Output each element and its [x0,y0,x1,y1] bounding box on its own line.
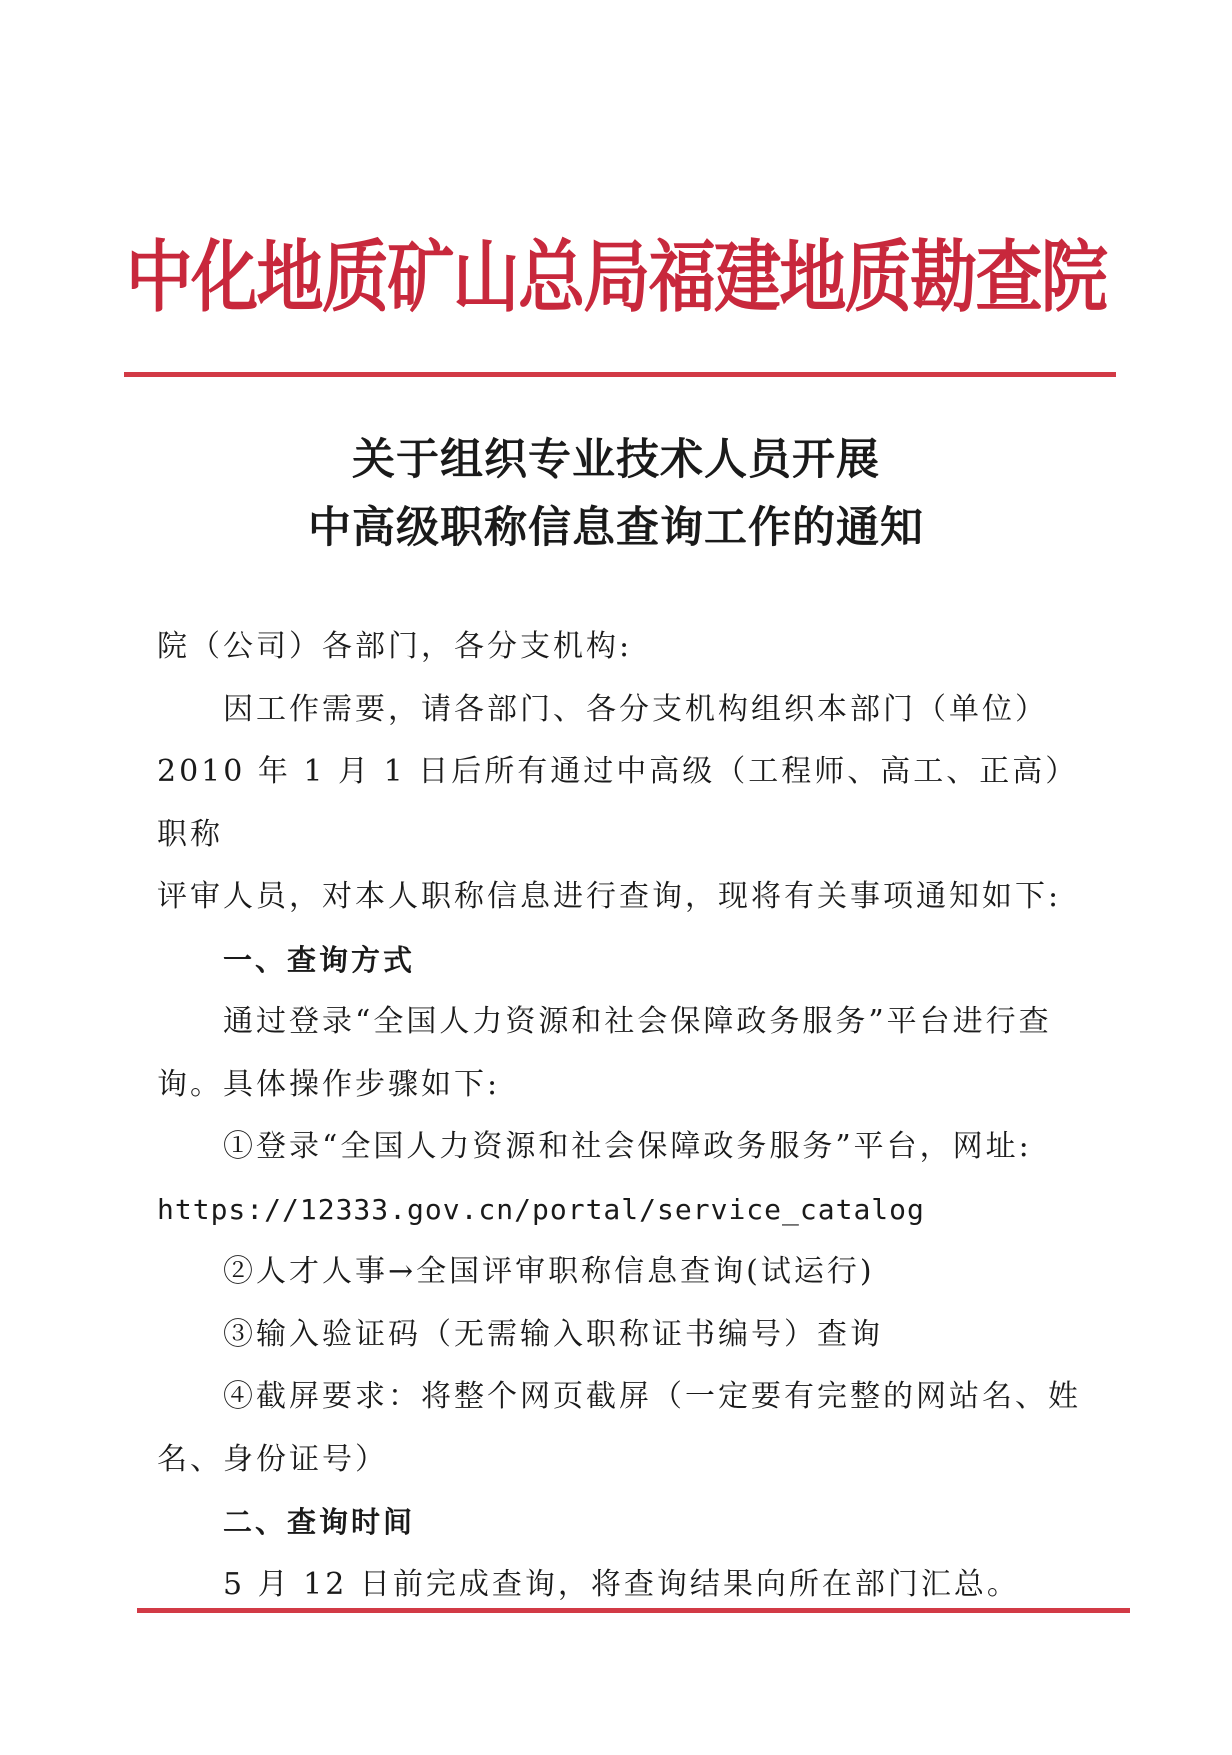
step-1-url: https://12333.gov.cn/portal/service_catalog [157,1192,925,1226]
notice-title-line1: 关于组织专业技术人员开展 [352,435,880,485]
section1-paragraph: 询。具体操作步骤如下: [157,1066,501,1102]
step-2: ②人才人事→全国评审职称信息查询(试运行) [223,1254,875,1289]
step-4: 名、身份证号） [157,1441,388,1477]
notice-title-line2: 中高级职称信息查询工作的通知 [308,503,924,553]
step-1: ①登录“全国人力资源和社会保障政务服务”平台，网址: [223,1129,1032,1164]
footer-divider [137,1608,1130,1613]
section1-paragraph: 通过登录“全国人力资源和社会保障政务服务”平台进行查 [223,1004,1052,1039]
intro-line: 评审人员，对本人职称信息进行查询，现将有关事项通知如下: [157,879,1062,914]
step-4: ④截屏要求：将整个网页截屏（一定要有完整的网站名、姓 [223,1379,1081,1414]
org-letterhead [86,228,1146,328]
section-heading-query-method: 一、查询方式 [223,942,416,977]
intro-line: 2010 年 1 月 1 日后所有通过中高级（工程师、高工、正高）职称 [157,754,1079,852]
notice-body [157,616,1087,1616]
step-3: ③输入验证码（无需输入职称证书编号）查询 [223,1316,883,1352]
section2-paragraph: 5 月 12 日前完成查询，将查询结果向所在部门汇总。 [223,1566,1020,1602]
letterhead-divider [124,372,1116,377]
section-heading-query-time: 二、查询时间 [223,1505,416,1539]
org-name: 中化地质矿山总局福建地质勘查院 [125,233,1107,323]
intro-line: 因工作需要，请各部门、各分支机构组织本部门（单位） [223,691,1048,727]
salutation: 院（公司）各部门，各分支机构: [157,629,633,664]
